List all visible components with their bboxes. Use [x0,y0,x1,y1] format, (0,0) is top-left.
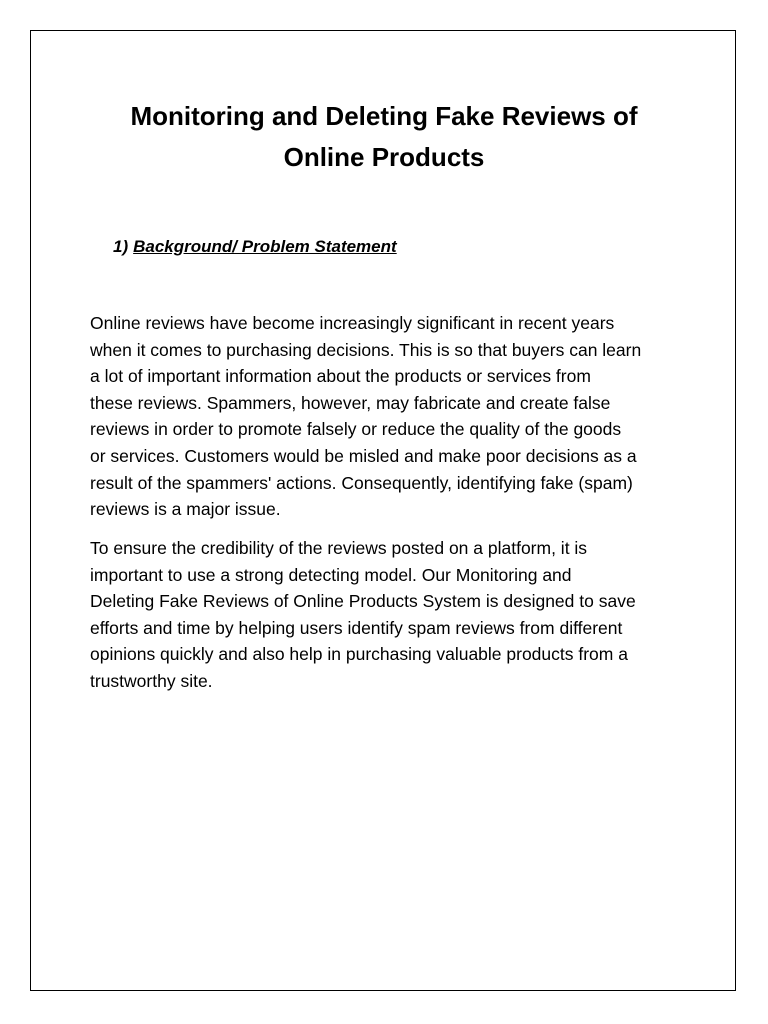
paragraph-line: reviews in order to promote falsely or reduce the quality of the goods [90,419,622,440]
paragraph-line: when it comes to purchasing decisions. This is so that buyers can learn [90,339,642,360]
paragraph-line: these reviews. Spammers, however, may fabricate and create false [90,392,611,413]
paragraph-line: efforts and time by helping users identify spam reviews from different [90,617,623,638]
paragraph-line: To ensure the credibility of the reviews posted on a platform, it is [90,538,588,558]
paragraph-line: trustworthy site. [90,670,213,691]
paragraph-line: a lot of important information about the products or services from [90,366,591,387]
paragraph-solution [90,535,690,695]
page-title [0,96,768,178]
section-number: 1) [113,237,129,256]
paragraph-line: Deleting Fake Reviews of Online Products System is designed to save [90,591,636,612]
title-line: Monitoring and Deleting Fake Reviews of [130,101,638,131]
paragraph-line: or services. Customers would be misled and make poor decisions as a [90,445,637,466]
paragraph-line: result of the spammers' actions. Consequently, identifying fake (spam) [90,472,633,493]
paragraph-line: opinions quickly and also help in purchasing valuable products from a [90,644,628,665]
paragraph-line: important to use a strong detecting model. Our Monitoring and [90,564,572,585]
paragraph-line: reviews is a major issue. [90,499,281,520]
paragraph-line: Online reviews have become increasingly significant in recent years [90,313,615,333]
section-heading [113,236,397,258]
paragraph-background [90,310,690,523]
title-line: Online Products [283,142,485,172]
section-heading-text: Background/ Problem Statement [133,237,397,256]
